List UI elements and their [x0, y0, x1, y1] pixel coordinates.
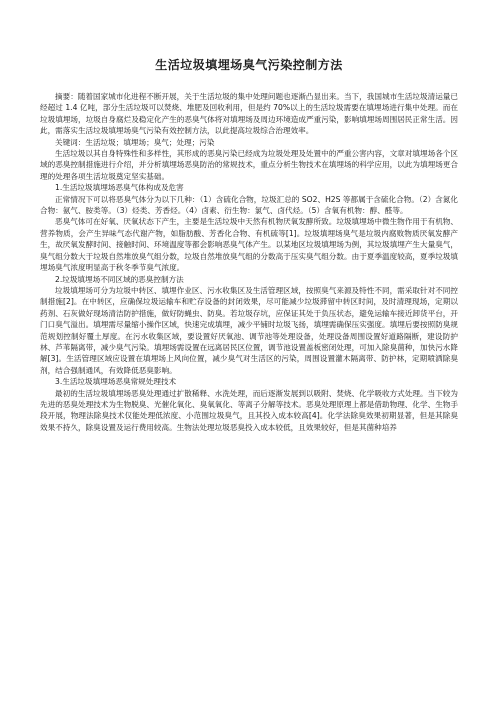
document-body — [40, 91, 458, 433]
body-paragraph: 正常情况下可以将恶臭气体分为以下几种：（1）含硫化合物，垃圾汇总的 SO2、H2S 等都属于含硫化合物。（2）含氮化合物：氨气、胺类等。（3）烃类、芳香烃。（4）卤素、衍生物：氯气、卤代烃。（5）含氧有机物：醇、醛等。 — [40, 194, 458, 216]
body-paragraph: 垃圾填埋场可分为垃圾中转区、填埋作业区、污水收集区及生活管理区域，按照臭气来源及特性不同，需采取针对不同控制措施[2]。在中转区，应确保垃圾运输车和贮存设备的封闭效果，尽可能减少垃圾滞留中转区时间，及时清理现场，定期以药剂、石灰做好现场清洁防护措施，做好防蝇虫、防臭。若垃圾存坑，应保证其处于负压状态，避免运输车接近卸货平台，开门口臭气溢出。填埋需尽量缩小操作区域，快速完成填埋，减少平铺时垃圾飞扬，填埋需确保压实强度。填埋后要按照防臭规范规划控制好覆土厚度。在污水收集区域，要设置好厌氧池、调节池等处理设备，处理设备周围设置好道路隔断，建设防护林、芦苇隔离带，减少臭气污染。填埋场需设置在远离居民区位置，调节池设置盖板密闭处理，可加入除臭菌种，加快污水降解[3]。生活管理区域应设置在填埋场上风向位置，减少臭气对生活区的污染，周围设置灌木隔离带、防护林，定期喷洒除臭剂，结合强制通风，有效降低恶臭影响。 — [40, 285, 458, 375]
document-title: 生活垃圾填埋场臭气污染控制方法 — [155, 58, 343, 72]
section-heading-1: 1.生活垃圾填埋场恶臭气体构成及危害 — [55, 183, 184, 193]
body-paragraph: 恶臭气体可在好氧、厌氧状态下产生，主要是生活垃圾中天然有机物厌氧发酵所致。垃圾填埋场中微生物作用于有机物、营养物质，会产生异味气态代谢产物，如脂肪酸、芳香化合物、有机硫等[1]。垃圾填埋场臭气是垃圾内腐败物质厌氧发酵产生，故厌氧发酵时间、接触时间、环境温度等都会影响恶臭气体产生。以某地区垃圾填埋场为例，其垃圾填埋产生大量臭气，臭气组分数大于垃圾自然堆放臭气组分数，垃圾自然堆放臭气组的分数高于压实臭气组分数。由于夏季温度较高，夏季垃圾填埋场臭气浓度明显高于秋冬季节臭气浓度。 — [40, 217, 458, 273]
body-paragraph: 最初的生活垃圾填埋场恶臭处理通过扩散稀释、水洗处理，而后逐渐发展到以吸附、焚烧、化学吸收方式处理。当下较为先进的恶臭处理技术为生物脱臭、光催化氧化、臭氧氧化、等离子分解等技术。恶臭处理原理上都是借助物理、化学、生物手段开展，物理法除臭技术仅能处理低浓度、小范围垃圾臭气，且其投入成本较高[4]。化学法除臭效果初期显著，但是其除臭效果不持久，除臭设置及运行费用较高。生物法处理垃圾恶臭投入成本较低，且效果较好，但是其菌种培养 — [40, 388, 458, 432]
section-heading-2: 2.垃圾填埋场不同区域的恶臭控制方法 — [55, 274, 184, 284]
section-heading-3: 3.生活垃圾填埋场恶臭常规处理技术 — [55, 377, 177, 387]
keywords-paragraph: 关键词：生活垃圾；填埋场；臭气；处理；污染 — [55, 137, 215, 147]
abstract-paragraph: 摘要：随着国家城市化进程不断开展，关于生活垃圾的集中处理问题也逐渐凸显出来。当下，我国城市生活垃圾清运量已经超过 1.4 亿吨，部分生活垃圾可以焚烧、堆肥及回收利用，但是约 70%以上的生活垃圾需要在填埋场进行集中处理。而在垃圾填埋场，垃圾自身腐烂及稳定化产生的恶臭气体将对填埋场及周边环境造成严重污染，影响填埋场周围居民正常生活。因此，需落实生活垃圾填埋场臭气污染有效控制方法，以此提高垃圾综合治理效率。 — [40, 92, 458, 136]
intro-paragraph: 生活垃圾以其自身特殊性和多样性，其形成的恶臭污染已经成为垃圾处理及处置中的严重公害内容，文章对填埋场各个区域的恶臭控制措施进行介绍，并分析填埋场恶臭防治的常规技术，重点分析生物技术在填埋场的科学应用，以此为填埋场更合理的处理各项生活垃圾奠定坚实基础。 — [40, 149, 458, 181]
